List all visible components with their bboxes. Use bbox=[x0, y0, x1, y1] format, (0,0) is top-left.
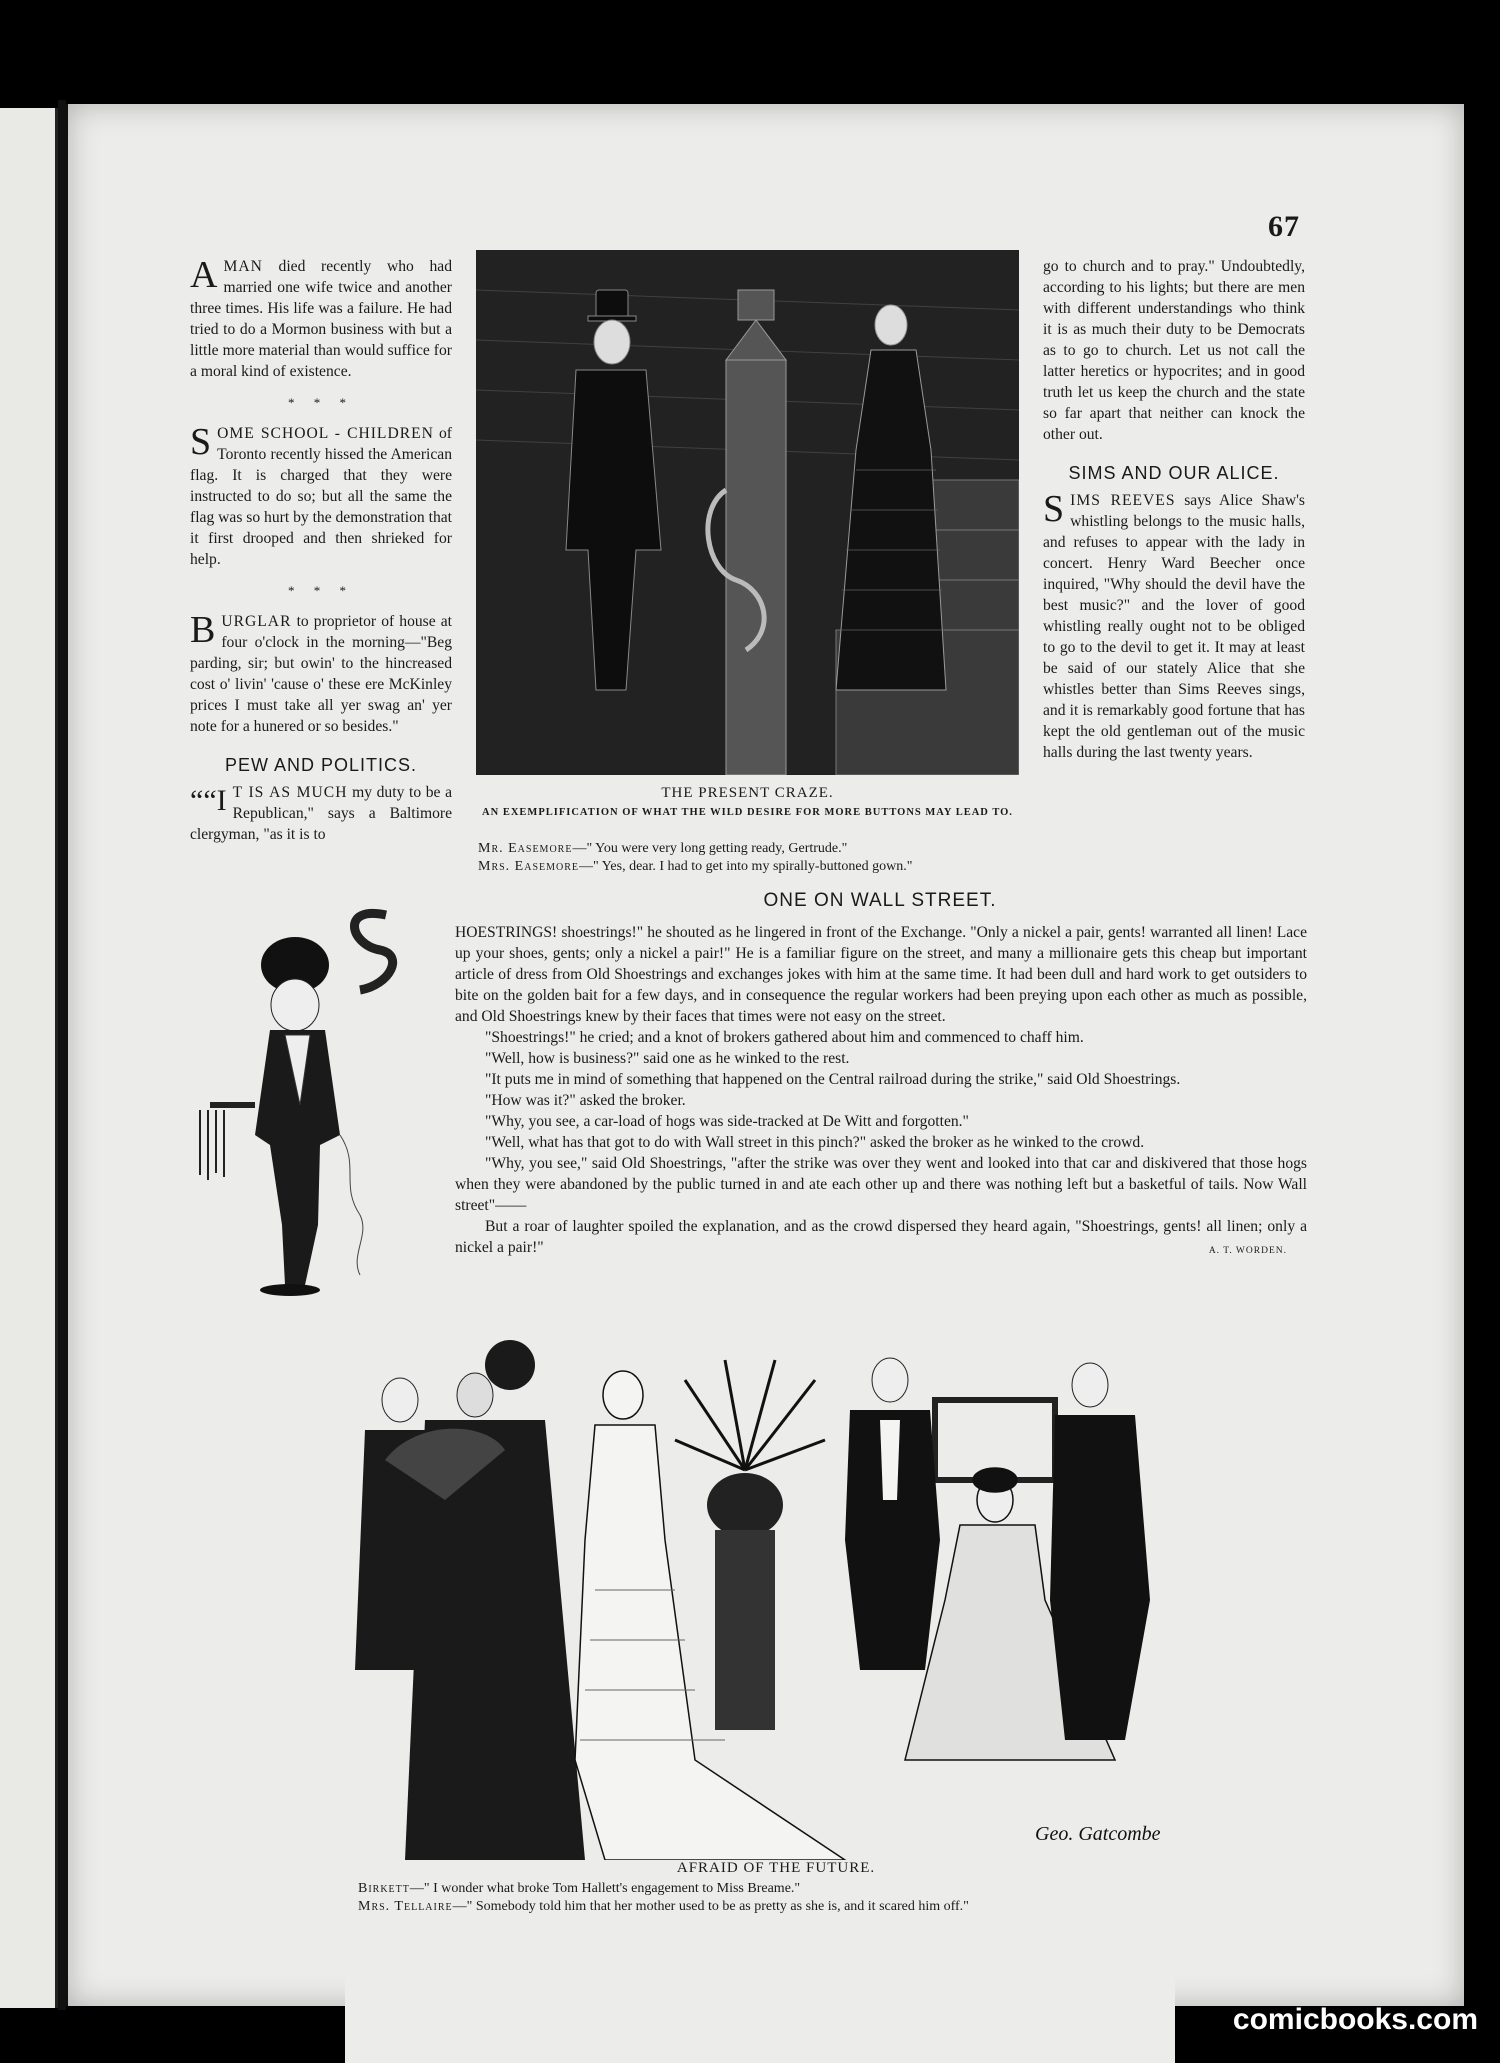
dropcap: ““I bbox=[190, 784, 227, 817]
present-craze-dialogue-1: Mr. Easemore—" You were very long getting ready, Gertrude." bbox=[478, 841, 848, 856]
story-paragraph: "Well, what has that got to do with Wall street in this pinch?" asked the broker as he winked to the crowd. bbox=[485, 1134, 1145, 1151]
story-paragraph: "How was it?" asked the broker. bbox=[485, 1092, 686, 1109]
story-paragraph: But a roar of laughter spoiled the explanation, and as the crowd dispersed they heard again, "Shoestrings, gents! all linen; only a nickel a pair!" A. T. WORDEN. bbox=[455, 1216, 1307, 1258]
peddler-drawing bbox=[190, 905, 450, 1325]
dropcap: A bbox=[190, 254, 218, 296]
facing-page-edge bbox=[0, 108, 58, 2008]
paragraph-sims: SIMS REEVES says Alice Shaw's whistling belongs to the music halls, and refuses to appear with the lady in concert. Henry Ward Beecher once inquired, "Why should the devil have the best music?" and the lover of good whistling really ought not to be obliged to go to the devil to get it. It may at least be said of our stately Alice that she whistles better than Sims Reeves sings, and it is remarkably good fortune that has kept the old gentleman out of the music halls during the last twenty years. bbox=[1043, 488, 1305, 761]
shoestrings-peddler-illustration bbox=[190, 905, 450, 1325]
dropcap: B bbox=[190, 609, 216, 651]
afraid-future-dialogue-1: Birkett—" I wonder what broke Tom Hallett's engagement to Miss Breame." bbox=[358, 1880, 1218, 1898]
paragraph-pew: ““I T IS AS MUCH my duty to be a Republican," says a Baltimore clergyman, "as it is to bbox=[190, 784, 452, 843]
wall-street-title: ONE ON WALL STREET. bbox=[763, 890, 997, 911]
dropcap: S bbox=[190, 421, 212, 463]
story-paragraph: "Shoestrings!" he cried; and a knot of brokers gathered about him and commenced to chaff him. bbox=[485, 1029, 1084, 1046]
afraid-future-title: AFRAID OF THE FUTURE. bbox=[576, 1860, 976, 1877]
present-craze-subtitle: AN EXEMPLIFICATION OF WHAT THE WILD DESIRE FOR MORE BUTTONS MAY LEAD TO. bbox=[482, 807, 1013, 818]
paragraph-school-children: SOME SCHOOL - CHILDREN of Toronto recently hissed the American flag. It is charged that they were instructed to do so; but all the same the flag was so hurt by the demonstration that it first drooped and then shrieked for help. bbox=[190, 421, 453, 568]
paragraph-mormon: AMAN died recently who had married one wife twice and another three times. His life was a failure. He had tried to do a Mormon business with but a little more material than would suffice for a moral kind of existence. bbox=[190, 254, 452, 380]
afraid-future-illustration bbox=[345, 1340, 1175, 2063]
story-paragraph: HOESTRINGS! shoestrings!" he shouted as he lingered in front of the Exchange. "Only a nickel a pair, gents! warranted all linen! Lace up your shoes, gents; only a nickel a pair!" He is a familiar figure on the street, and many a millionaire gets this cheap but important article of dress from Old Shoestrings and exchanges jokes with him at the same time. It had been dull and hard work to get outsiders to bite on the golden bait for a few days, and in consequence the regular workers had been preying upon each other as much as possible, and Old Shoestrings knew by their faces that times were not easy on the street. bbox=[455, 924, 1307, 1025]
wall-street-story bbox=[455, 922, 1307, 1262]
afraid-future-dialogue-2: Mrs. Tellaire—" Somebody told him that her mother used to be as pretty as she is, and it scared him off." bbox=[358, 1898, 1218, 1916]
paragraph-church-continued: go to church and to pray." Undoubtedly, according to his lights; but there are men with different understandings who think it is as much their duty to be Democrats as to go to church. Let us not call the latter heretics or hypocrites; and in good truth let us keep the church and the state so far apart that neither can knock the other out. bbox=[1043, 258, 1305, 443]
pew-politics-heading: PEW AND POLITICS. bbox=[224, 755, 418, 775]
story-paragraph: "It puts me in mind of something that happened on the Central railroad during the strike," said Old Shoestrings. bbox=[485, 1071, 1181, 1088]
right-column bbox=[1043, 256, 1305, 763]
present-craze-title: THE PRESENT CRAZE. bbox=[661, 785, 834, 801]
present-craze-illustration bbox=[476, 250, 1019, 775]
separator: * * * bbox=[288, 395, 354, 410]
page-number: 67 bbox=[1268, 210, 1300, 243]
artist-signature: Geo. Gatcombe bbox=[1035, 1823, 1161, 1845]
dropcap: S bbox=[1043, 488, 1065, 530]
story-paragraph: "Well, how is business?" said one as he winked to the rest. bbox=[485, 1050, 850, 1067]
left-column bbox=[190, 256, 452, 845]
present-craze-dialogue-2: Mrs. Easemore—" Yes, dear. I had to get into my spirally-buttoned gown." bbox=[478, 859, 913, 874]
story-paragraph: "Why, you see," said Old Shoestrings, "after the strike was over they went and looked into that car and diskivered that those hogs when they were abandoned by the public turned in and ate each other up and there was nothing left but a basketful of tails. Now Wall street"—— bbox=[455, 1155, 1307, 1214]
story-paragraph: "Why, you see, a car-load of hogs was side-tracked at De Witt and forgotten." bbox=[485, 1113, 969, 1130]
sims-alice-heading: SIMS AND OUR ALICE. bbox=[1068, 463, 1280, 483]
site-watermark: comicbooks.com bbox=[1232, 2003, 1478, 2036]
separator: * * * bbox=[288, 583, 354, 598]
paragraph-burglar: BURGLAR to proprietor of house at four o'clock in the morning—"Beg parding, sir; but owin' to the hincreased cost o' livin' 'cause o' these ere McKinley prices I must take all yer swag an' yer note for a hunered or so besides." bbox=[190, 609, 452, 735]
author-credit: A. T. WORDEN. bbox=[1208, 1246, 1287, 1256]
present-craze-drawing bbox=[476, 250, 1019, 775]
ballroom-drawing bbox=[345, 1340, 1175, 2063]
